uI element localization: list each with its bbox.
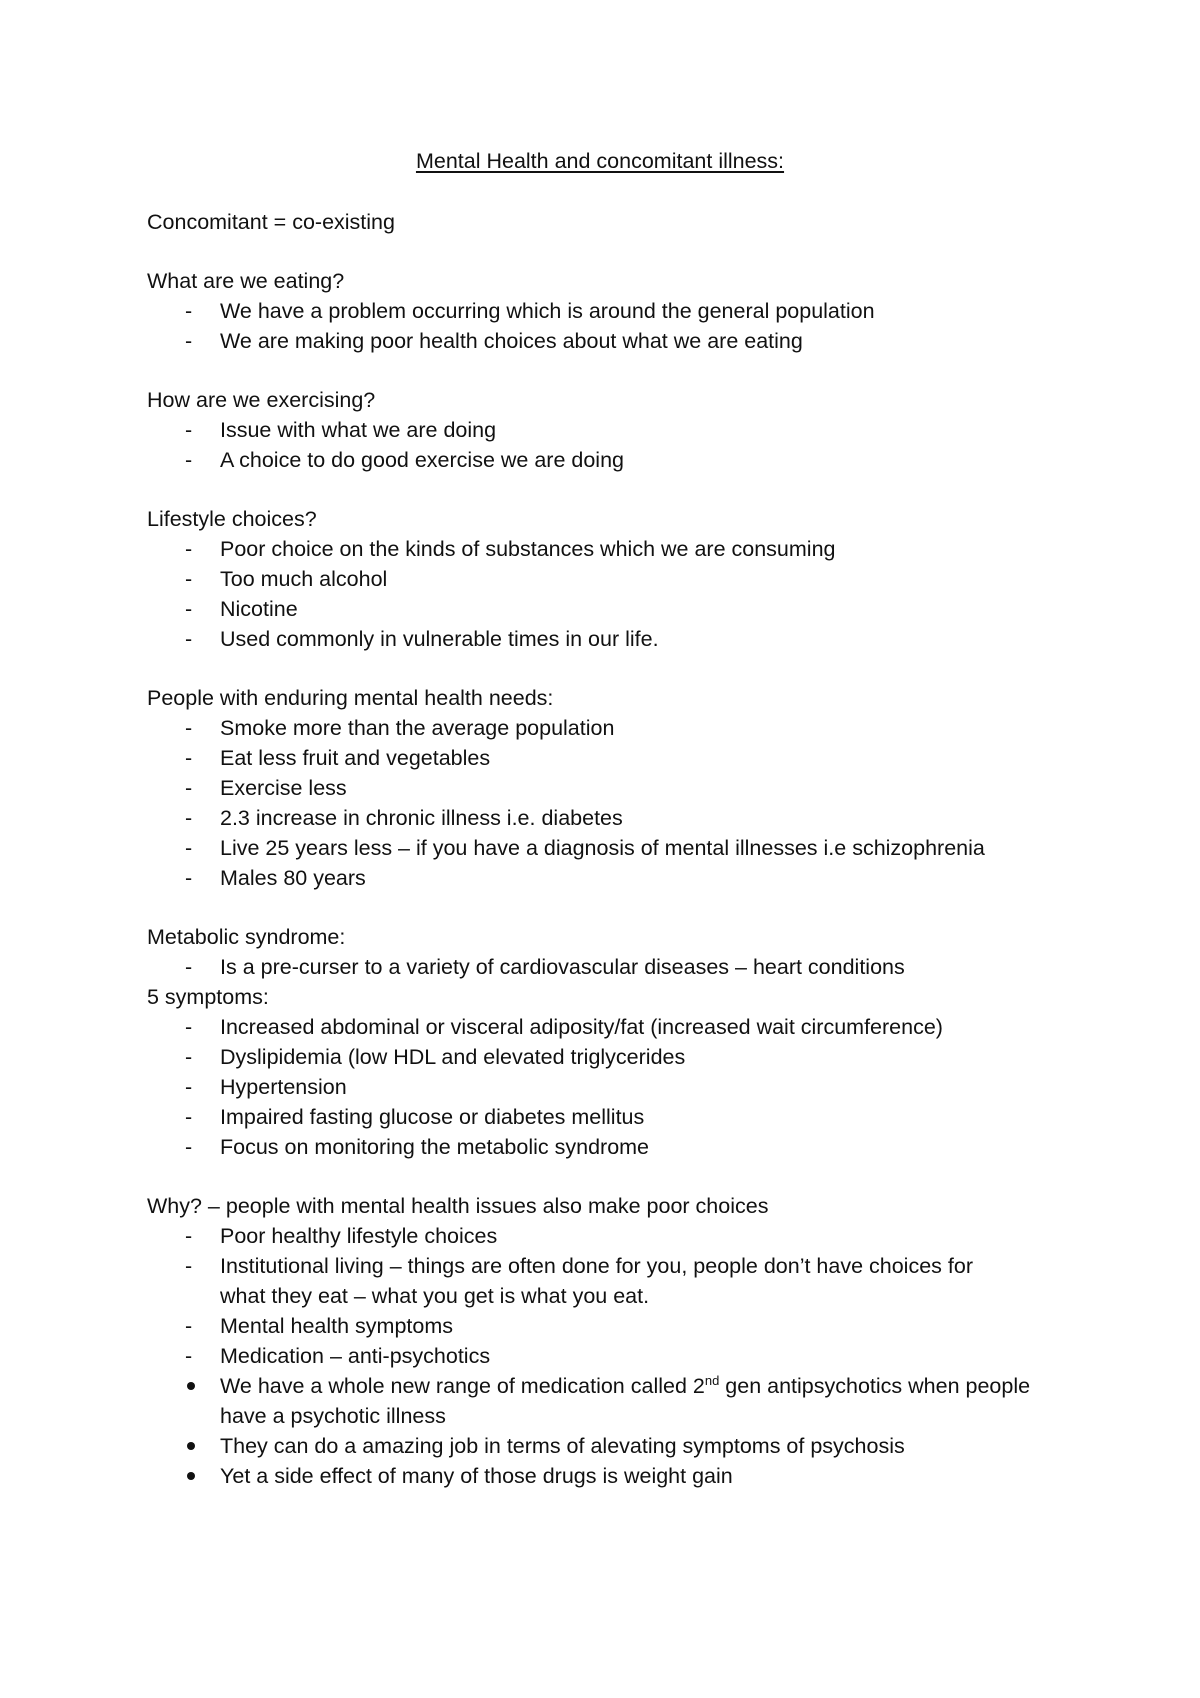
- dash-marker: -: [185, 1224, 193, 1248]
- section-heading-eating: What are we eating?: [147, 269, 345, 293]
- dash-marker: -: [185, 1344, 193, 1368]
- dash-marker: -: [185, 627, 193, 651]
- section-heading-metabolic: Metabolic syndrome:: [147, 925, 346, 949]
- bullet-icon: [187, 1442, 195, 1450]
- bullet-icon: [187, 1382, 195, 1390]
- bullet-item-continuation: have a psychotic illness: [220, 1404, 446, 1428]
- bullet-item: [220, 1371, 1030, 1401]
- section-heading-lifestyle: Lifestyle choices?: [147, 507, 317, 531]
- dash-marker: -: [185, 716, 193, 740]
- section-heading-symptoms: 5 symptoms:: [147, 985, 269, 1009]
- list-item: Hypertension: [220, 1075, 347, 1099]
- list-item: Focus on monitoring the metabolic syndrome: [220, 1135, 650, 1159]
- bullet-icon: [187, 1472, 195, 1480]
- page-title: Mental Health and concomitant illness:: [415, 149, 785, 173]
- list-item: Is a pre-curser to a variety of cardiovascular diseases – heart conditions: [220, 955, 905, 979]
- list-item: Institutional living – things are often done for you, people don’t have choices for: [220, 1254, 973, 1278]
- list-item: Increased abdominal or visceral adiposity/fat (increased wait circumference): [220, 1015, 943, 1039]
- dash-marker: -: [185, 955, 193, 979]
- list-item: Exercise less: [220, 776, 347, 800]
- dash-marker: -: [185, 537, 193, 561]
- dash-marker: -: [185, 1075, 193, 1099]
- list-item: Too much alcohol: [220, 567, 388, 591]
- section-heading-enduring: People with enduring mental health needs:: [147, 686, 554, 710]
- dash-marker: -: [185, 448, 193, 472]
- list-item: Issue with what we are doing: [220, 418, 497, 442]
- intro-definition: Concomitant = co-existing: [147, 210, 395, 234]
- list-item: Poor healthy lifestyle choices: [220, 1224, 498, 1248]
- list-item: Medication – anti-psychotics: [220, 1344, 491, 1368]
- list-item: Dyslipidemia (low HDL and elevated triglycerides: [220, 1045, 686, 1069]
- list-item: Live 25 years less – if you have a diagnosis of mental illnesses i.e schizophrenia: [220, 836, 985, 860]
- dash-marker: -: [185, 1254, 193, 1278]
- section-heading-exercising: How are we exercising?: [147, 388, 376, 412]
- bullet-text-start: We have a whole new range of medication called 2: [220, 1374, 705, 1398]
- dash-marker: -: [185, 836, 193, 860]
- dash-marker: -: [185, 597, 193, 621]
- list-item: We are making poor health choices about what we are eating: [220, 329, 803, 353]
- bullet-item: They can do a amazing job in terms of alevating symptoms of psychosis: [220, 1434, 905, 1458]
- list-item: Nicotine: [220, 597, 298, 621]
- list-item: We have a problem occurring which is around the general population: [220, 299, 875, 323]
- bullet-text-end: gen antipsychotics when people: [719, 1374, 1031, 1398]
- dash-marker: -: [185, 418, 193, 442]
- dash-marker: -: [185, 1105, 193, 1129]
- dash-marker: -: [185, 1045, 193, 1069]
- section-heading-why: Why? – people with mental health issues also make poor choices: [147, 1194, 769, 1218]
- list-item: 2.3 increase in chronic illness i.e. diabetes: [220, 806, 623, 830]
- list-item: A choice to do good exercise we are doing: [220, 448, 624, 472]
- list-item: Mental health symptoms: [220, 1314, 454, 1338]
- dash-marker: -: [185, 746, 193, 770]
- list-item: Eat less fruit and vegetables: [220, 746, 491, 770]
- dash-marker: -: [185, 329, 193, 353]
- dash-marker: -: [185, 567, 193, 591]
- dash-marker: -: [185, 1135, 193, 1159]
- dash-marker: -: [185, 1314, 193, 1338]
- ordinal-suffix: nd: [704, 1372, 720, 1388]
- dash-marker: -: [185, 806, 193, 830]
- list-item: Poor choice on the kinds of substances which we are consuming: [220, 537, 836, 561]
- list-item: Impaired fasting glucose or diabetes mellitus: [220, 1105, 645, 1129]
- dash-marker: -: [185, 866, 193, 890]
- bullet-item: Yet a side effect of many of those drugs is weight gain: [220, 1464, 733, 1488]
- dash-marker: -: [185, 776, 193, 800]
- list-item: Used commonly in vulnerable times in our life.: [220, 627, 659, 651]
- dash-marker: -: [185, 299, 193, 323]
- list-item: Males 80 years: [220, 866, 366, 890]
- list-item-continuation: what they eat – what you get is what you eat.: [220, 1284, 650, 1308]
- dash-marker: -: [185, 1015, 193, 1039]
- list-item: Smoke more than the average population: [220, 716, 615, 740]
